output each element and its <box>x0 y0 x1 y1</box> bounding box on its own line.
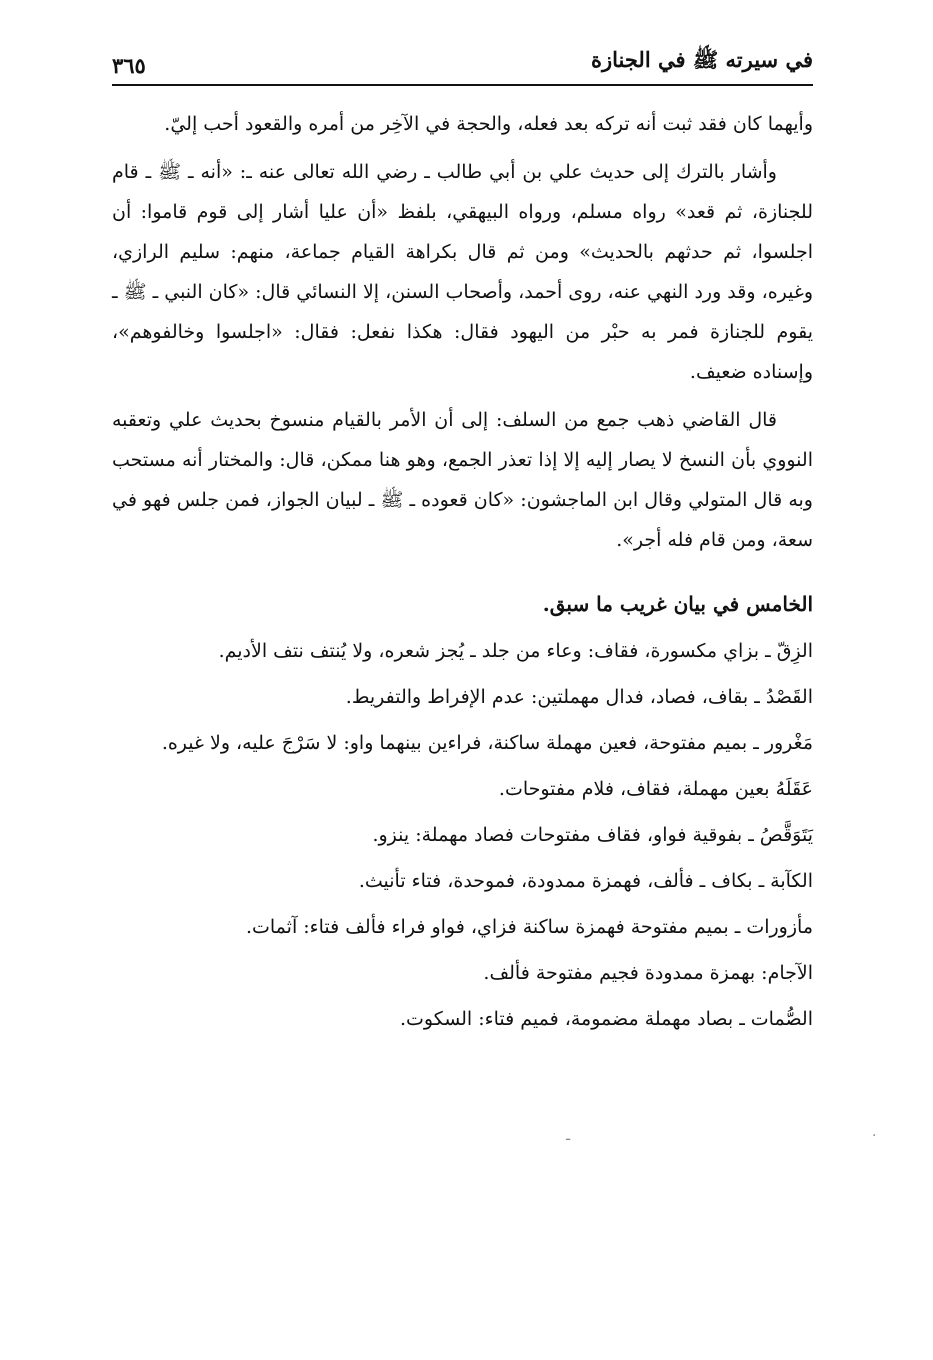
glossary-list <box>112 628 813 1042</box>
scan-dot-mark: · <box>872 1128 877 1144</box>
glossary-entry: يَتَوَقَّصُ ـ بفوقية فواو، فقاف مفتوحات فصاد مهملة: ينزو. <box>372 824 813 846</box>
paragraph: وأشار بالترك إلى حديث علي بن أبي طالب ـ رضي الله تعالى عنه ـ: «أنه ـ ﷺ ـ قام للجنازة، ثم قعد» رواه مسلم، ورواه البيهقي، بلفظ «أن عليا أشار إلى قوم قاموا: أن اجلسوا، ثم حدثهم بالحديث» ومن ثم قال بكراهة القيام جماعة، منهم: سليم الرازي، وغيره، وقد ورد النهي عنه، روى أحمد، وأصحاب السنن، إلا النسائي قال: «كان النبي ـ ﷺ ـ يقوم للجنازة فمر به حبْر من اليهود فقال: هكذا نفعل: فقال: «اجلسوا وخالفوهم»، وإسناده ضعيف. <box>112 161 813 383</box>
glossary-entry: عَقَلَهُ بعين مهملة، فقاف، فلام مفتوحات. <box>498 778 813 800</box>
glossary-entry: الزِقّ ـ بزاي مكسورة، فقاف: وعاء من جلد ـ يُجز شعره، ولا يُنتف نتف الأديم. <box>218 640 813 662</box>
glossary-entry: القَصْدُ ـ بقاف، فصاد، فدال مهملتين: عدم الإفراط والتفريط. <box>345 686 813 708</box>
page-header <box>112 44 813 78</box>
paragraph: وأيهما كان فقد ثبت أنه تركه بعد فعله، والحجة في الآخِر من أمره والقعود أحب إليّ. <box>164 113 813 135</box>
header-divider <box>112 84 813 86</box>
section-heading: الخامس في بيان غريب ما سبق. <box>542 592 813 616</box>
glossary-entry: مأزورات ـ بميم مفتوحة فهمزة ساكنة فزاي، فواو فراء فألف فتاء: آثمات. <box>245 916 813 938</box>
page-body <box>112 104 813 1042</box>
glossary-entry: الكآبة ـ بكاف ـ فألف، فهمزة ممدودة، فموحدة، فتاء تأنيث. <box>358 870 813 892</box>
glossary-entry: الآجام: بهمزة ممدودة فجيم مفتوحة فألف. <box>483 962 813 984</box>
scan-dash-mark: ـ <box>566 1128 571 1144</box>
glossary-entry: الصُّمات ـ بصاد مهملة مضمومة، فميم فتاء: السكوت. <box>399 1008 813 1030</box>
paragraph: قال القاضي ذهب جمع من السلف: إلى أن الأمر بالقيام منسوخ بحديث علي وتعقبه النووي بأن النسخ لا يصار إليه إلا إذا تعذر الجمع، وهو هنا ممكن، قال: والمختار أنه مستحب وبه قال المتولي وقال ابن الماجشون: «كان قعوده ـ ﷺ ـ لبيان الجواز، فمن جلس فهو في سعة، ومن قام فله أجر». <box>112 409 813 551</box>
page-number: ٣٦٥ <box>112 53 146 78</box>
running-title: في سيرته ﷺ في الجنازة <box>591 47 813 72</box>
glossary-entry: مَغْرور ـ بميم مفتوحة، فعين مهملة ساكنة، فراءين بينهما واو: لا سَرْجَ عليه، ولا غيره. <box>161 732 813 754</box>
